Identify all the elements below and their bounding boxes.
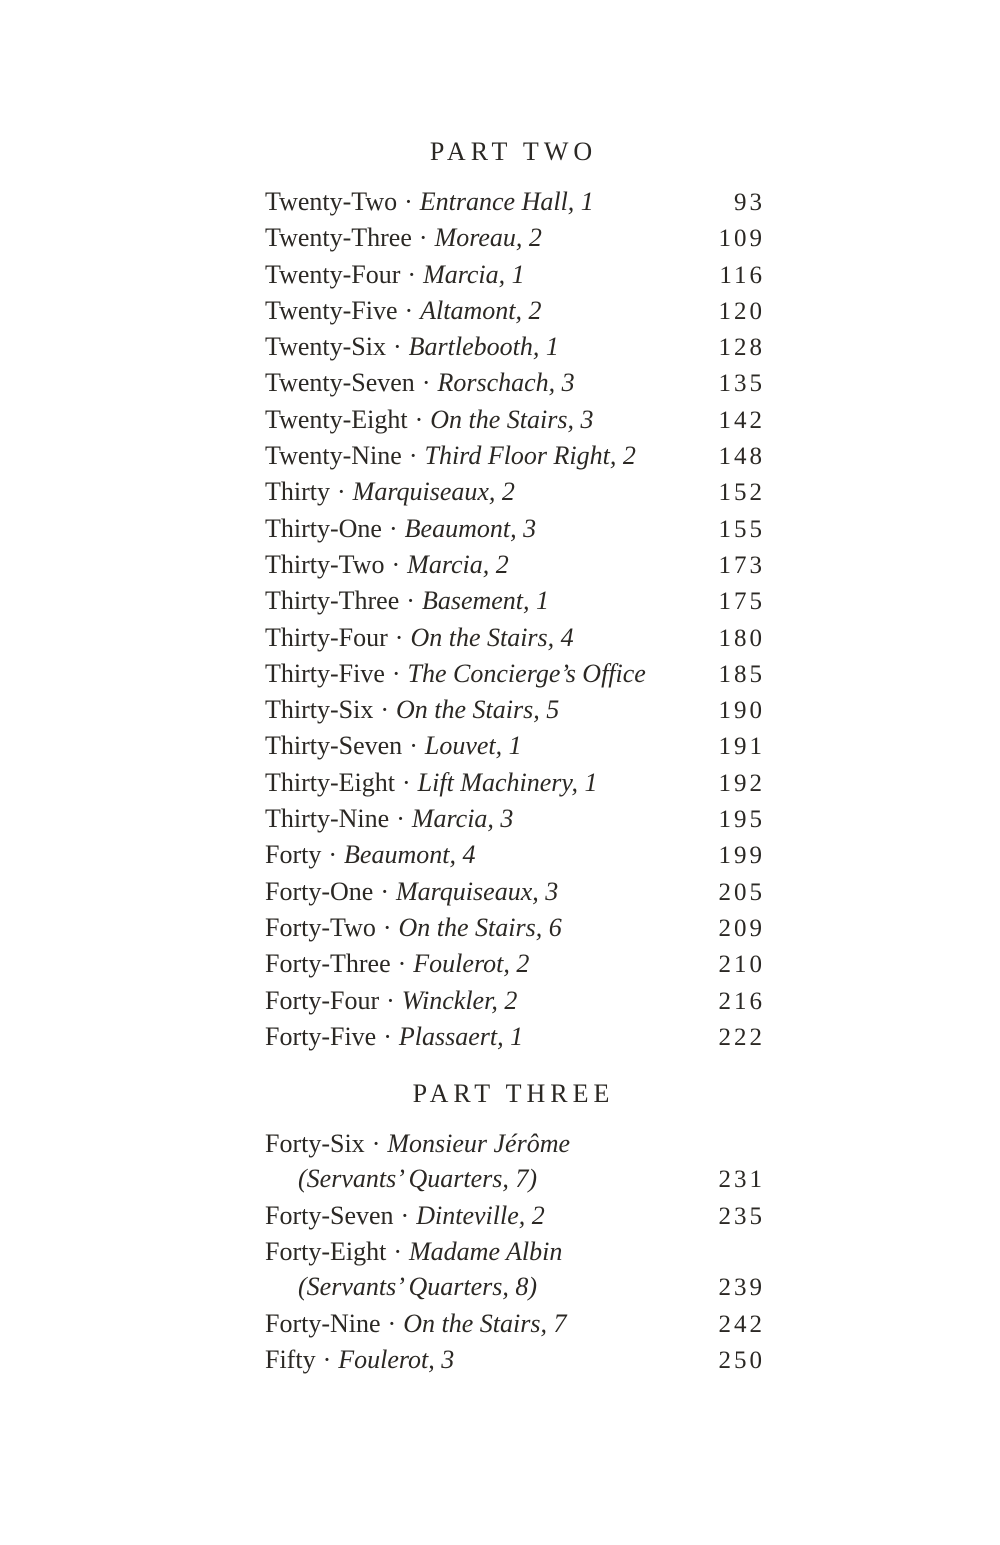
page-number: 242 bbox=[718, 1310, 765, 1338]
toc-entry-line bbox=[265, 620, 765, 656]
entry-label bbox=[265, 656, 646, 691]
page-number: 128 bbox=[718, 334, 765, 362]
chapter-title: On the Stairs, 7 bbox=[403, 1308, 567, 1338]
toc-entry-line bbox=[265, 1126, 762, 1161]
table-of-contents bbox=[265, 134, 765, 1378]
toc-entry bbox=[265, 1198, 765, 1234]
chapter-number: Thirty-Seven bbox=[265, 731, 403, 761]
separator-dot: · bbox=[337, 477, 346, 507]
separator-dot: · bbox=[387, 1308, 397, 1338]
toc-entry-line bbox=[265, 692, 765, 728]
entry-label bbox=[265, 511, 536, 546]
chapter-number: Forty-Six bbox=[265, 1129, 365, 1159]
toc-entry-line bbox=[265, 1019, 765, 1055]
page-number: 192 bbox=[718, 769, 765, 797]
chapter-number: Fifty bbox=[265, 1344, 316, 1374]
separator-dot: · bbox=[386, 985, 395, 1015]
page-number: 190 bbox=[718, 697, 765, 725]
chapter-number: Forty bbox=[265, 840, 322, 870]
toc-entry bbox=[265, 1342, 765, 1378]
toc-entry-line-continued bbox=[265, 1269, 765, 1305]
separator-dot: · bbox=[391, 549, 401, 579]
entry-label bbox=[265, 184, 594, 219]
toc-entry-line bbox=[265, 946, 765, 982]
chapter-number: Twenty-Four bbox=[265, 259, 401, 289]
chapter-title: Altamont, 2 bbox=[420, 295, 542, 325]
toc-entry bbox=[265, 801, 765, 837]
chapter-number: Forty-Nine bbox=[265, 1308, 381, 1338]
entry-label bbox=[265, 257, 525, 292]
separator-dot: · bbox=[391, 658, 401, 688]
toc-entry-line bbox=[265, 583, 765, 619]
toc-entry-line bbox=[265, 837, 765, 873]
chapter-number: Forty-Seven bbox=[265, 1200, 394, 1230]
toc-entry-line bbox=[265, 728, 765, 764]
part-heading: PART TWO bbox=[429, 137, 598, 166]
page-number: 210 bbox=[718, 951, 765, 979]
chapter-title: On the Stairs, 4 bbox=[410, 622, 574, 652]
chapter-title: On the Stairs, 5 bbox=[396, 695, 560, 725]
entry-label bbox=[265, 983, 517, 1018]
page-number: 120 bbox=[718, 297, 765, 325]
separator-dot: · bbox=[414, 404, 424, 434]
entry-label bbox=[265, 1198, 545, 1233]
chapter-number: Twenty-Three bbox=[265, 223, 412, 253]
toc-entry-line bbox=[265, 1198, 765, 1234]
separator-dot: · bbox=[383, 1021, 392, 1051]
chapter-title: Third Floor Right, 2 bbox=[424, 441, 636, 471]
chapter-title: Plassaert, 1 bbox=[398, 1021, 524, 1051]
toc-entry-line bbox=[265, 765, 765, 801]
chapter-title: Bartlebooth, 1 bbox=[408, 332, 559, 362]
toc-entry-line bbox=[265, 293, 765, 329]
toc-entry bbox=[265, 765, 765, 801]
entry-label bbox=[265, 765, 597, 800]
chapter-number: Twenty-Nine bbox=[265, 441, 402, 471]
toc-entry bbox=[265, 1126, 765, 1198]
separator-dot: · bbox=[394, 622, 404, 652]
toc-entry bbox=[265, 365, 765, 401]
entry-label bbox=[265, 801, 513, 836]
page-number: 235 bbox=[718, 1202, 765, 1230]
page-number: 135 bbox=[718, 370, 765, 398]
toc-entry bbox=[265, 329, 765, 365]
page-number: 93 bbox=[734, 189, 765, 216]
page-number: 191 bbox=[718, 733, 765, 761]
separator-dot: · bbox=[421, 368, 431, 398]
toc-entry-line bbox=[265, 547, 765, 583]
chapter-title-continued: (Servants’ Quarters, 7) bbox=[298, 1164, 538, 1194]
entry-label bbox=[265, 402, 594, 437]
chapter-title: Rorschach, 3 bbox=[437, 368, 575, 398]
entry-list bbox=[265, 1126, 765, 1378]
toc-entry-line bbox=[265, 1234, 762, 1269]
page-number: 216 bbox=[718, 987, 765, 1015]
separator-dot: · bbox=[404, 187, 413, 216]
chapter-number: Twenty-Two bbox=[265, 187, 398, 216]
chapter-number: Twenty-Eight bbox=[265, 404, 408, 434]
page-number: 231 bbox=[718, 1166, 765, 1194]
chapter-title: On the Stairs, 3 bbox=[430, 404, 594, 434]
chapter-number: Thirty-Three bbox=[265, 586, 400, 616]
toc-entry bbox=[265, 910, 765, 946]
separator-dot: · bbox=[380, 876, 389, 906]
chapter-number: Forty-One bbox=[265, 876, 374, 906]
toc-entry bbox=[265, 547, 765, 583]
toc-entry bbox=[265, 220, 765, 256]
page-number: 175 bbox=[718, 588, 765, 616]
toc-entry bbox=[265, 184, 765, 220]
entry-label bbox=[265, 692, 559, 727]
chapter-number: Thirty-Two bbox=[265, 549, 385, 579]
separator-dot: · bbox=[406, 586, 415, 616]
chapter-number: Forty-Two bbox=[265, 912, 376, 942]
part-heading: PART THREE bbox=[412, 1079, 615, 1109]
chapter-number: Thirty-Nine bbox=[265, 804, 390, 834]
toc-entry-line bbox=[265, 511, 765, 547]
entry-label bbox=[265, 1234, 562, 1269]
separator-dot: · bbox=[328, 840, 338, 870]
separator-dot: · bbox=[392, 332, 402, 362]
chapter-title: Marquiseaux, 3 bbox=[396, 876, 559, 906]
entry-label bbox=[265, 583, 549, 618]
separator-dot: · bbox=[380, 695, 390, 725]
toc-entry-line bbox=[265, 220, 765, 256]
toc-entry-line bbox=[265, 983, 765, 1019]
chapter-number: Twenty-Five bbox=[265, 295, 398, 325]
toc-entry bbox=[265, 874, 765, 910]
chapter-title: Madame Albin bbox=[409, 1237, 563, 1267]
page-number: 142 bbox=[718, 406, 765, 434]
chapter-title: Marcia, 3 bbox=[411, 804, 514, 834]
chapter-title: Dinteville, 2 bbox=[416, 1200, 545, 1230]
page-number: 250 bbox=[718, 1346, 765, 1374]
toc-section bbox=[265, 1076, 765, 1378]
chapter-title: Marcia, 2 bbox=[407, 549, 509, 579]
page-number: 185 bbox=[718, 660, 765, 688]
chapter-number: Thirty-Eight bbox=[265, 767, 395, 797]
chapter-title: Louvet, 1 bbox=[424, 731, 522, 761]
chapter-title: Marcia, 1 bbox=[423, 259, 525, 289]
chapter-number: Thirty-Six bbox=[265, 695, 374, 725]
separator-dot: · bbox=[397, 949, 407, 979]
separator-dot: · bbox=[371, 1129, 381, 1159]
toc-entry-line bbox=[265, 1306, 765, 1342]
entry-label bbox=[265, 837, 475, 872]
toc-entry bbox=[265, 1306, 765, 1342]
toc-entry bbox=[265, 474, 765, 510]
toc-entry-line bbox=[265, 365, 765, 401]
page-number: 173 bbox=[718, 551, 765, 579]
chapter-title: On the Stairs, 6 bbox=[398, 912, 562, 942]
page-number: 239 bbox=[718, 1274, 765, 1302]
toc-entry bbox=[265, 402, 765, 438]
toc-entry bbox=[265, 946, 765, 982]
page-number: 152 bbox=[718, 479, 765, 507]
entry-label bbox=[265, 728, 522, 763]
chapter-number: Forty-Four bbox=[265, 985, 380, 1015]
entry-label bbox=[265, 438, 636, 473]
chapter-number: Thirty bbox=[265, 477, 330, 507]
toc-entry-line bbox=[265, 402, 765, 438]
toc-entry bbox=[265, 656, 765, 692]
entry-label bbox=[265, 946, 529, 981]
separator-dot: · bbox=[409, 731, 418, 761]
toc-entry bbox=[265, 293, 765, 329]
separator-dot: · bbox=[408, 441, 418, 471]
chapter-title: Beaumont, 3 bbox=[404, 513, 537, 543]
separator-dot: · bbox=[382, 912, 392, 942]
separator-dot: · bbox=[401, 767, 411, 797]
toc-entry bbox=[265, 1019, 765, 1055]
toc-entry bbox=[265, 583, 765, 619]
toc-entry-line bbox=[265, 257, 765, 293]
toc-entry-line bbox=[265, 910, 765, 946]
chapter-title-continued: (Servants’ Quarters, 8) bbox=[298, 1272, 538, 1302]
toc-entry-line bbox=[265, 656, 765, 692]
page-number: 155 bbox=[718, 515, 765, 543]
chapter-number: Twenty-Six bbox=[265, 332, 386, 362]
toc-entry bbox=[265, 1234, 765, 1306]
entry-label bbox=[265, 1342, 454, 1377]
page-number: 199 bbox=[718, 842, 765, 870]
toc-section bbox=[265, 134, 765, 1055]
entry-label bbox=[265, 1306, 566, 1341]
page-number: 180 bbox=[718, 624, 765, 652]
separator-dot: · bbox=[322, 1344, 332, 1374]
toc-entry-line-continued bbox=[265, 1161, 765, 1197]
chapter-title: Basement, 1 bbox=[421, 586, 550, 616]
toc-entry bbox=[265, 620, 765, 656]
separator-dot: · bbox=[388, 513, 398, 543]
toc-entry bbox=[265, 983, 765, 1019]
chapter-number: Thirty-Five bbox=[265, 658, 385, 688]
toc-entry-line bbox=[265, 801, 765, 837]
chapter-title: Foulerot, 2 bbox=[413, 949, 530, 979]
page-number: 222 bbox=[718, 1023, 765, 1051]
entry-label bbox=[265, 1019, 523, 1054]
chapter-title: Moreau, 2 bbox=[434, 223, 542, 253]
entry-label bbox=[265, 365, 575, 400]
page-number: 205 bbox=[718, 878, 765, 906]
chapter-title: Winckler, 2 bbox=[401, 985, 518, 1015]
page-number: 209 bbox=[718, 914, 765, 942]
chapter-number: Forty-Three bbox=[265, 949, 391, 979]
toc-entry bbox=[265, 728, 765, 764]
toc-entry-line bbox=[265, 474, 765, 510]
toc-entry bbox=[265, 837, 765, 873]
entry-label bbox=[265, 474, 515, 509]
toc-entry bbox=[265, 438, 765, 474]
toc-entry-line bbox=[265, 438, 765, 474]
toc-entry-line bbox=[265, 874, 765, 910]
chapter-title: Entrance Hall, 1 bbox=[419, 187, 594, 216]
entry-label bbox=[265, 293, 542, 328]
toc-entry-line bbox=[265, 329, 765, 365]
page-number: 116 bbox=[719, 261, 765, 289]
separator-dot: · bbox=[396, 804, 405, 834]
separator-dot: · bbox=[418, 223, 428, 253]
separator-dot: · bbox=[407, 259, 417, 289]
chapter-title: Beaumont, 4 bbox=[344, 840, 476, 870]
entry-list bbox=[265, 184, 765, 1055]
entry-label bbox=[265, 910, 562, 945]
chapter-number: Twenty-Seven bbox=[265, 368, 415, 398]
chapter-title: Monsieur Jérôme bbox=[387, 1129, 571, 1159]
entry-label bbox=[265, 220, 542, 255]
separator-dot: · bbox=[404, 295, 414, 325]
chapter-number: Thirty-One bbox=[265, 513, 382, 543]
toc-entry bbox=[265, 257, 765, 293]
chapter-number: Forty-Five bbox=[265, 1021, 377, 1051]
entry-label bbox=[265, 620, 574, 655]
separator-dot: · bbox=[393, 1237, 403, 1267]
chapter-title: The Concierge’s Office bbox=[407, 658, 646, 688]
chapter-title: Marquiseaux, 2 bbox=[352, 477, 515, 507]
entry-label bbox=[265, 874, 558, 909]
chapter-number: Forty-Eight bbox=[265, 1237, 387, 1267]
toc-entry-line bbox=[265, 1342, 765, 1378]
toc-entry bbox=[265, 692, 765, 728]
page-number: 195 bbox=[718, 806, 765, 834]
entry-label bbox=[265, 547, 509, 582]
toc-entry-line bbox=[265, 184, 765, 220]
entry-label bbox=[265, 1126, 570, 1161]
chapter-title: Lift Machinery, 1 bbox=[417, 767, 598, 797]
page-number: 109 bbox=[718, 225, 765, 253]
toc-entry bbox=[265, 511, 765, 547]
entry-label bbox=[265, 329, 559, 364]
chapter-number: Thirty-Four bbox=[265, 622, 388, 652]
separator-dot: · bbox=[400, 1200, 410, 1230]
page-number: 148 bbox=[718, 443, 765, 471]
chapter-title: Foulerot, 3 bbox=[338, 1344, 455, 1374]
